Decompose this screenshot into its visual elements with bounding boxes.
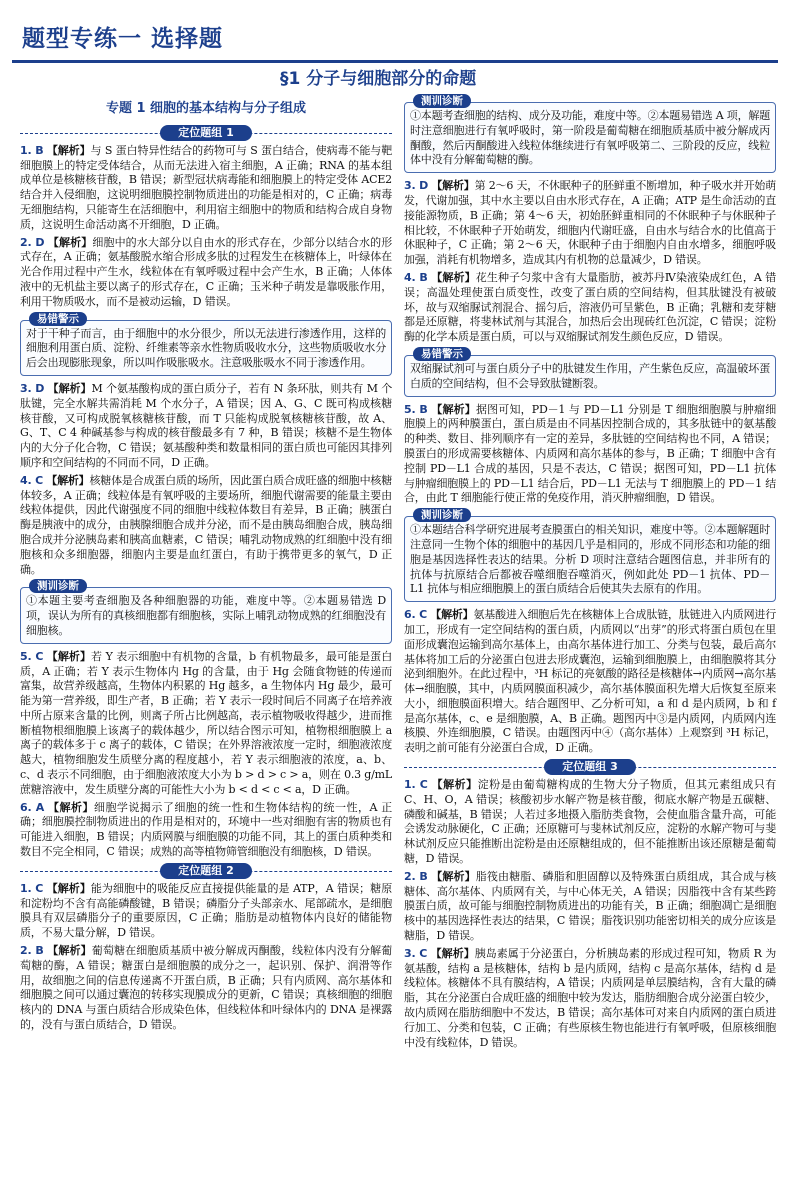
answer-text: 核糖体是合成蛋白质的场所，因此蛋白质合成旺盛的细胞中核糖体较多，A 正确；线粒体是有氧呼吸的主要场所，细胞代谢需要的能量主要由线粒体提供，因此代谢强度不同的细胞中线粒体数目有差异，B 正确；胰蛋白酶是胰液中的成分，由胰腺细胞合成并分泌，而不是由胰岛细胞合成，胰岛细胞合成并分泌胰岛素和胰高血糖素，C 错误；哺乳动物成熟的红细胞中没有细胞核和众多细胞器，细胞内主要是血红蛋白，有助于携带更多的氧气，D 正确。 xyxy=(20,473,393,576)
tip-label: 易错警示 xyxy=(29,312,87,326)
answer-text: 若 Y 表示细胞中有机物的含量，b 有机物最多，最可能是蛋白质，A 正确；若 Y 表示生物体内 Hg 的含量，由于 Hg 会随食物链的传递而富集，故营养级越高，生物体内积累的 Hg 越多，a 生物体内 Hg 最少，最可能为第一营养级，即生产者，B 正确；若 Y 表示一段时间后不同离子在培养液中所占原来含量的比例，则离子所占比例越高，表示植物吸收得越少，进而推断植物根细胞膜上该离子的载体越少，所以结合图示可知，植物根细胞膜上 a 离子的载体多于 c 离子的载体，C 错误；在外界溶液浓度一定时，细胞液浓度越大，植物细胞发生质壁分离的程度越小，若 Y 表示细胞液的浓度，a、b、c、d 表示不同细胞，由于细胞液浓度大小为 b > d > c > a，则在 0.3 g/mL 蔗糖溶液中，发生质壁分离的可能性大小为 b < d < c < a，D 正确。 xyxy=(20,649,392,796)
group-heading-3 xyxy=(404,759,776,775)
diagnosis-text: ①本题结合科学研究进展考查膜蛋白的相关知识，难度中等。②本题解题时注意同一生物个体的细胞中的基因几乎是相同的，形成不同形态和功能的细胞是基因选择性表达的结果。分析 D 项时注意结合题图信息，并非所有的抗体与抗原结合后都被吞噬细胞吞噬消灭，例如此处 PD－1 抗体、PD－L1 抗体与相应细胞膜上的蛋白质结合后使其失去原有的作用。 xyxy=(410,523,770,596)
answer-text: 能为细胞中的吸能反应直接提供能量的是 ATP，A 错误；糖原和淀粉均不含有高能磷酸键，B 错误；磷脂分子头部亲水、尾部疏水，是细胞膜具有双层磷脂分子的重要原因，C 正确；脂肪是动植物体内良好的储能物质，不易大量分解，D 错误。 xyxy=(20,881,393,940)
answer-number: 1. C xyxy=(404,778,428,792)
analysis-tag: 【解析】 xyxy=(46,881,91,895)
page-title: 题型专练一 选择题 xyxy=(22,26,224,52)
answer-text: 胰岛素属于分泌蛋白，分析胰岛素的形成过程可知，物质 R 为氨基酸，结构 a 是核糖体，结构 b 是内质网，结构 c 是高尔基体，结构 d 是线粒体。核糖体不具有膜结构，A 错误；内质网是单层膜结构，含有大量的磷脂，其在分泌蛋白合成旺盛的细胞中较为发达，脂肪细胞合成分泌蛋白较少，故内质网在脂肪细胞中不发达，B 错误；高尔基体可对来自内质网的蛋白质进行加工、分类和包装，C 正确；有些原核生物也能进行有氧呼吸，但原核细胞中没有线粒体，D 错误。 xyxy=(404,946,776,1049)
answer-item xyxy=(20,382,392,471)
answer-text: 细胞学说揭示了细胞的统一性和生物体结构的统一性，A 正确；细胞膜控制物质进出的作用是相对的，环境中一些对细胞有害的物质也有可能进入细胞，B 错误；内质网膜与细胞膜的功能不同，其上的蛋白质种类和数目不完全相同，C 错误；成熟的高等植物筛管细胞没有细胞核，D 错误。 xyxy=(20,800,392,859)
answer-number: 2. B xyxy=(20,944,44,958)
answer-number: 6. A xyxy=(20,800,45,814)
analysis-tag: 【解析】 xyxy=(47,235,93,249)
answer-item xyxy=(20,801,392,860)
group-heading-2 xyxy=(20,863,392,879)
analysis-tag: 【解析】 xyxy=(47,381,92,395)
answer-number: 5. C xyxy=(20,649,44,663)
diagnosis-label: 测训诊断 xyxy=(413,508,471,522)
diagnosis-text: ①本题考查细胞的结构、成分及功能，难度中等。②本题易错选 A 项，解题时注意细胞进行有氧呼吸时，第一阶段是葡萄糖在细胞质基质中被分解成丙酮酸，然后丙酮酸进入线粒体继续进行有氧呼吸第二、三阶段的反应，线粒体中没有分解葡萄糖的酶。 xyxy=(410,109,770,167)
answer-number: 3. D xyxy=(404,179,429,193)
answer-text: 葡萄糖在细胞质基质中被分解成丙酮酸，线粒体内没有分解葡萄糖的酶，A 错误；糖蛋白是细胞膜的成分之一，起识别、保护、润滑等作用，故细胞之间的信息传递离不开蛋白质，B 正确；只有内质网、高尔基体和细胞膜之间可以通过囊泡的转移实现膜成分的更新，C 错误；真核细胞的细胞核内的 DNA 与蛋白质结合形成染色体，但线粒体和叶绿体内的 DNA 是裸露的，没有与蛋白质结合，D 错误。 xyxy=(20,944,393,1032)
header-bar xyxy=(12,10,778,63)
answer-number: 3. C xyxy=(404,946,428,960)
group-label: 定位题组 2 xyxy=(160,863,251,879)
answer-number: 2. D xyxy=(20,235,45,249)
answer-item xyxy=(404,778,776,867)
answer-text: 氨基酸进入细胞后先在核糖体上合成肽链，肽链进入内质网进行加工，形成有一定空间结构的蛋白质，内质网以“出芽”的形式将蛋白质包在里面形成囊泡运输到高尔基体上，由高尔基体进行加工、分类与包装，最后高尔基体将加工后的分泌蛋白包进去形成囊泡，运输到细胞膜上，由细胞膜将其分泌到细胞外。在此过程中，³H 标记的亮氨酸的路径是核糖体→内质网→高尔基体→细胞膜，其中，内质网膜面积减少，高尔基体膜面积先增大后恢复至原来大小，细胞膜面积增大。结合题图甲、乙分析可知，a 和 d 是内质网，b 和 f 是高尔基体，c、e 是细胞膜，A、B 正确。题图丙中③是内质网，内质网内连核膜、外连细胞膜，C 错误。由题图丙中④（高尔基体）上观察到 ³H 标记，表明之前可能有分泌蛋白合成，D 正确。 xyxy=(404,608,777,755)
answer-item xyxy=(404,608,776,756)
analysis-tag: 【解析】 xyxy=(46,649,92,663)
answer-text: 与 S 蛋白特异性结合的药物可与 S 蛋白结合，使病毒不能与靶细胞膜上的特定受体结合，从而无法进入宿主细胞，A 正确；RNA 的基本组成单位是核糖核苷酸，B 错误；新型冠状病毒能和细胞膜上的特定受体 ACE2 结合并入侵细胞，这说明细胞膜控制物质进出的功能是相对的，C 正确；病毒无细胞结构，只能寄生在活细胞中，利用宿主细胞中的物质和结构合成自身物质，这说明生命活动离不开细胞，D 正确。 xyxy=(20,143,393,231)
tip-label: 易错警示 xyxy=(413,347,471,361)
analysis-tag: 【解析】 xyxy=(430,608,474,622)
answer-text: 细胞中的水大部分以自由水的形式存在，少部分以结合水的形式存在，A 正确；氨基酸脱水缩合形成多肽的过程发生在核糖体上，叶绿体在光合作用过程中产生水，线粒体在有氧呼吸过程中会产生水，B 正确；人体体液中的无机盐主要以离子的形式存在，C 正确；玉米种子萌发是靠吸胀作用，利用干物质吸水，而不是被动运输，D 错误。 xyxy=(20,235,392,308)
tip-box xyxy=(20,312,392,376)
answer-item xyxy=(20,144,392,233)
analysis-tag: 【解析】 xyxy=(431,778,478,792)
group-label: 定位题组 1 xyxy=(160,125,251,141)
answer-item xyxy=(404,870,776,944)
analysis-tag: 【解析】 xyxy=(431,270,476,284)
diagnosis-label: 测训诊断 xyxy=(413,94,471,108)
answer-text: M 个氨基酸构成的蛋白质分子，若有 N 条环肽，则共有 M 个肽键，完全水解共需消耗 M 个水分子，A 错误；因 A、G、C 既可构成核糖核苷酸，又可构成脱氧核糖核苷酸，而 T 只能构成脱氧核糖核苷酸，故 A、G、T、C 4 种碱基参与构成的核苷酸最多有 7 种，B 错误；核糖不是生物体内的大分子化合物，C 错误；氨基酸种类和数量相同的蛋白质也可能因其排列顺序和空间结构的不同而不同，D 正确。 xyxy=(20,381,393,469)
analysis-tag: 【解析】 xyxy=(430,946,475,960)
answer-text: 第 2～6 天，不休眠种子的胚鲜重不断增加，种子吸水并开始萌发，代谢加强，其中水主要以自由水形式存在，A 正确；ATP 是生命活动的直接能源物质，B 正确；第 4～6 天，初始胚鲜重相同的不休眠种子与休眠种子相比较，不休眠种子开始萌发，细胞内代谢旺盛，自由水与结合水的比值高于休眠种子，C 正确；第 2～6 天，休眠种子由于细胞内自由水增多，细胞呼吸加强，消耗有机物增多，造成其内有机物的总量减少，D 错误。 xyxy=(404,179,776,267)
tip-box xyxy=(404,347,776,397)
diagnosis-box xyxy=(404,95,776,173)
answer-text: 花生种子匀浆中含有大量脂肪，被苏丹Ⅳ染液染成红色，A 错误；高温处理使蛋白质变性，改变了蛋白质的空间结构，但其肽键没有被破坏，故与双缩脲试剂混合、摇匀后，溶液仍可呈紫色，B 正确；乳糖和麦芽糖都是还原糖，将斐林试剂与其混合，加热后会出现砖红色沉淀，C 错误；淀粉酶的化学本质是蛋白质，可以与双缩脲试剂发生颜色反应，D 错误。 xyxy=(404,270,777,344)
answer-number: 2. B xyxy=(404,869,428,883)
analysis-tag: 【解析】 xyxy=(46,473,90,487)
answer-number: 3. D xyxy=(20,381,45,395)
diagnosis-box xyxy=(20,580,392,643)
answer-item xyxy=(20,650,392,798)
analysis-tag: 【解析】 xyxy=(431,179,475,193)
answer-item xyxy=(20,474,392,578)
analysis-tag: 【解析】 xyxy=(47,944,92,958)
analysis-tag: 【解析】 xyxy=(46,143,91,157)
answer-item xyxy=(404,271,776,345)
tip-text: 对于干种子而言，由于细胞中的水分很少，所以无法进行渗透作用，这样的细胞利用蛋白质、淀粉、纤维素等亲水性物质吸收水分，这些物质吸收水分后会出现膨胀现象，所以叫作吸胀吸水。注意吸胀吸水不同于渗透作用。 xyxy=(26,326,386,370)
answer-text: 据图可知，PD－1 与 PD－L1 分别是 T 细胞细胞膜与肿瘤细胞膜上的两种膜蛋白，蛋白质是由不同基因控制合成的，其多肽链中的氨基酸的种类、数目、排列顺序有一定的差异，多肽链的空间结构也不同，A 错误；膜蛋白的形成需要核糖体、内质网和高尔基体的参与，B 正确；T 细胞中含有控制 PD－L1 合成的基因，只是不表达，C 错误；据图可知，PD－L1 抗体与肿瘤细胞膜上的 PD－L1 结合后，PD－L1 无法与 T 细胞膜上的 PD－1 结合，由此 T 细胞能行使正常的免疫作用，消灭肿瘤细胞，D 错误。 xyxy=(404,402,777,505)
answer-item xyxy=(404,179,776,268)
answer-item xyxy=(404,403,776,507)
diagnosis-label: 测训诊断 xyxy=(29,579,87,593)
group-label: 定位题组 3 xyxy=(544,759,635,775)
answer-number: 1. B xyxy=(20,143,44,157)
diagnosis-text: ①本题主要考查细胞及各种细胞器的功能，难度中等。②本题易错选 D 项，误认为所有的真核细胞都有细胞核，实际上哺乳动物成熟的红细胞没有细胞核。 xyxy=(26,594,386,637)
analysis-tag: 【解析】 xyxy=(48,800,94,814)
answer-number: 6. C xyxy=(404,608,427,622)
tip-text: 双缩脲试剂可与蛋白质分子中的肽键发生作用，产生紫色反应，高温破坏蛋白质的空间结构，但不会导致肽键断裂。 xyxy=(410,361,770,390)
answer-number: 5. B xyxy=(404,402,428,416)
diagnosis-box xyxy=(404,509,776,602)
topic-title: 专题 1 细胞的基本结构与分子组成 xyxy=(105,101,307,116)
left-column xyxy=(20,98,392,1036)
right-column xyxy=(404,95,777,1053)
answer-text: 淀粉是由葡萄糖构成的生物大分子物质，但其元素组成只有 C、H、O，A 错误；核酸初步水解产物是核苷酸，彻底水解产物是五碳糖、磷酸和碱基，B 错误；人若过多地摄入脂肪类食物，会使血脂含量升高，可能会诱发动脉硬化，C 正确；还原糖可与斐林试剂反应，淀粉的水解产物可与斐林试剂反应只能推断出淀粉是由还原糖组成的，但不能推断出该还原糖是葡萄糖，D 错误。 xyxy=(404,778,776,866)
analysis-tag: 【解析】 xyxy=(431,402,476,416)
answer-number: 1. C xyxy=(20,881,44,895)
group-heading-1 xyxy=(20,125,392,141)
answer-item xyxy=(404,947,776,1051)
answer-item xyxy=(20,236,392,310)
analysis-tag: 【解析】 xyxy=(431,869,476,883)
answer-item xyxy=(20,944,392,1033)
answer-number: 4. B xyxy=(404,270,428,284)
answer-item xyxy=(20,882,392,941)
answer-number: 4. C xyxy=(20,473,43,487)
answer-text: 脂筏由糖脂、磷脂和胆固醇以及特殊蛋白质组成，其合成与核糖体、高尔基体、内质网有关，与中心体无关，A 错误；因脂筏中含有某些跨膜蛋白质，故可能与细胞控制物质进出的功能有关，B 正确；细胞凋亡是细胞核中的基因选择性表达的结果，C 错误；脂筏识别功能密切相关的成分应该是糖脂，D 错误。 xyxy=(404,869,777,943)
section-title: §1 分子与细胞部分的命题 xyxy=(280,69,477,89)
